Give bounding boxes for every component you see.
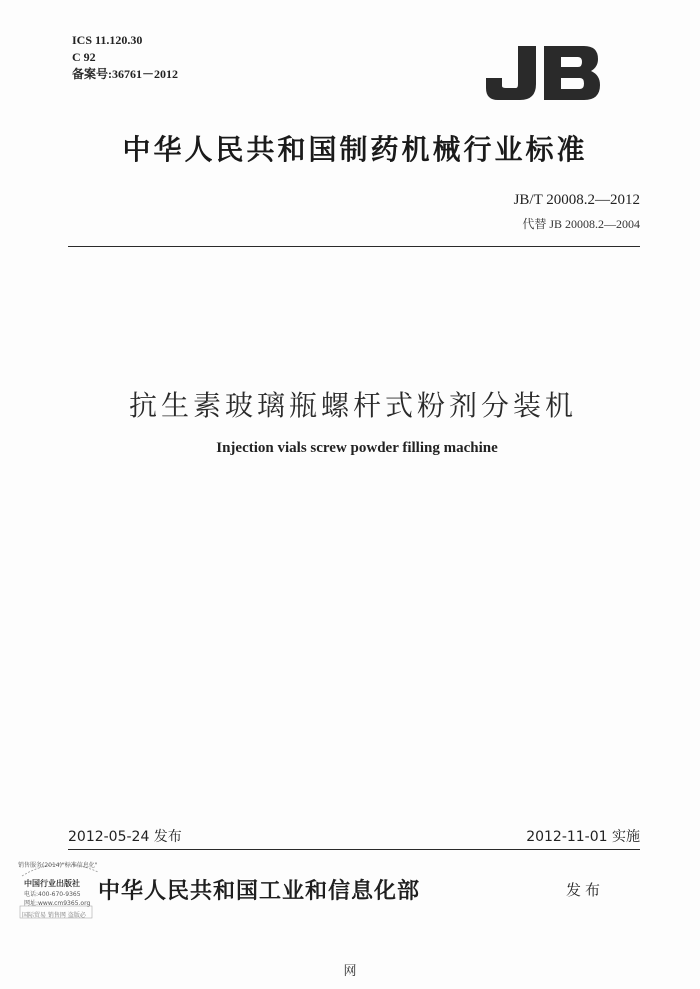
stamp-phone: 电话:400-670-9365 (24, 891, 81, 898)
industry-standard-heading: 中华人民共和国制药机械行业标准 (122, 133, 588, 166)
classification-block (72, 32, 178, 83)
distributor-stamp (18, 858, 102, 922)
record-number: 备案号:36761－2012 (72, 67, 178, 81)
standard-title-chinese: 抗生素玻璃瓶螺杆式粉剂分装机 (128, 389, 577, 422)
replaces-standard: 代替 JB 20008.2—2004 (522, 217, 640, 231)
jb-logo (484, 44, 602, 102)
stamp-tagline: 国际贸易 销售网 盗版必 (22, 912, 86, 919)
publication-date: 2012-05-24 发布 (68, 829, 182, 845)
footer-watermark: 网 (343, 964, 357, 979)
bottom-divider (68, 849, 640, 850)
ccs-code: C 92 (72, 50, 96, 64)
stamp-ring-text: 销售服务(2014)"标准信息化" (18, 862, 98, 869)
stamp-publisher-name: 中国行业出版社 (24, 879, 80, 888)
issuing-label: 发布 (566, 881, 605, 899)
ics-code: ICS 11.120.30 (72, 33, 143, 47)
stamp-website: 网址:www.cm9365.org (24, 900, 91, 907)
standard-title-english: Injection vials screw powder filling machine (216, 440, 498, 456)
top-divider (68, 246, 640, 247)
implementation-date: 2012-11-01 实施 (526, 829, 640, 845)
standard-code: JB/T 20008.2—2012 (513, 192, 640, 208)
issuing-authority: 中华人民共和国工业和信息化部 (98, 878, 421, 904)
